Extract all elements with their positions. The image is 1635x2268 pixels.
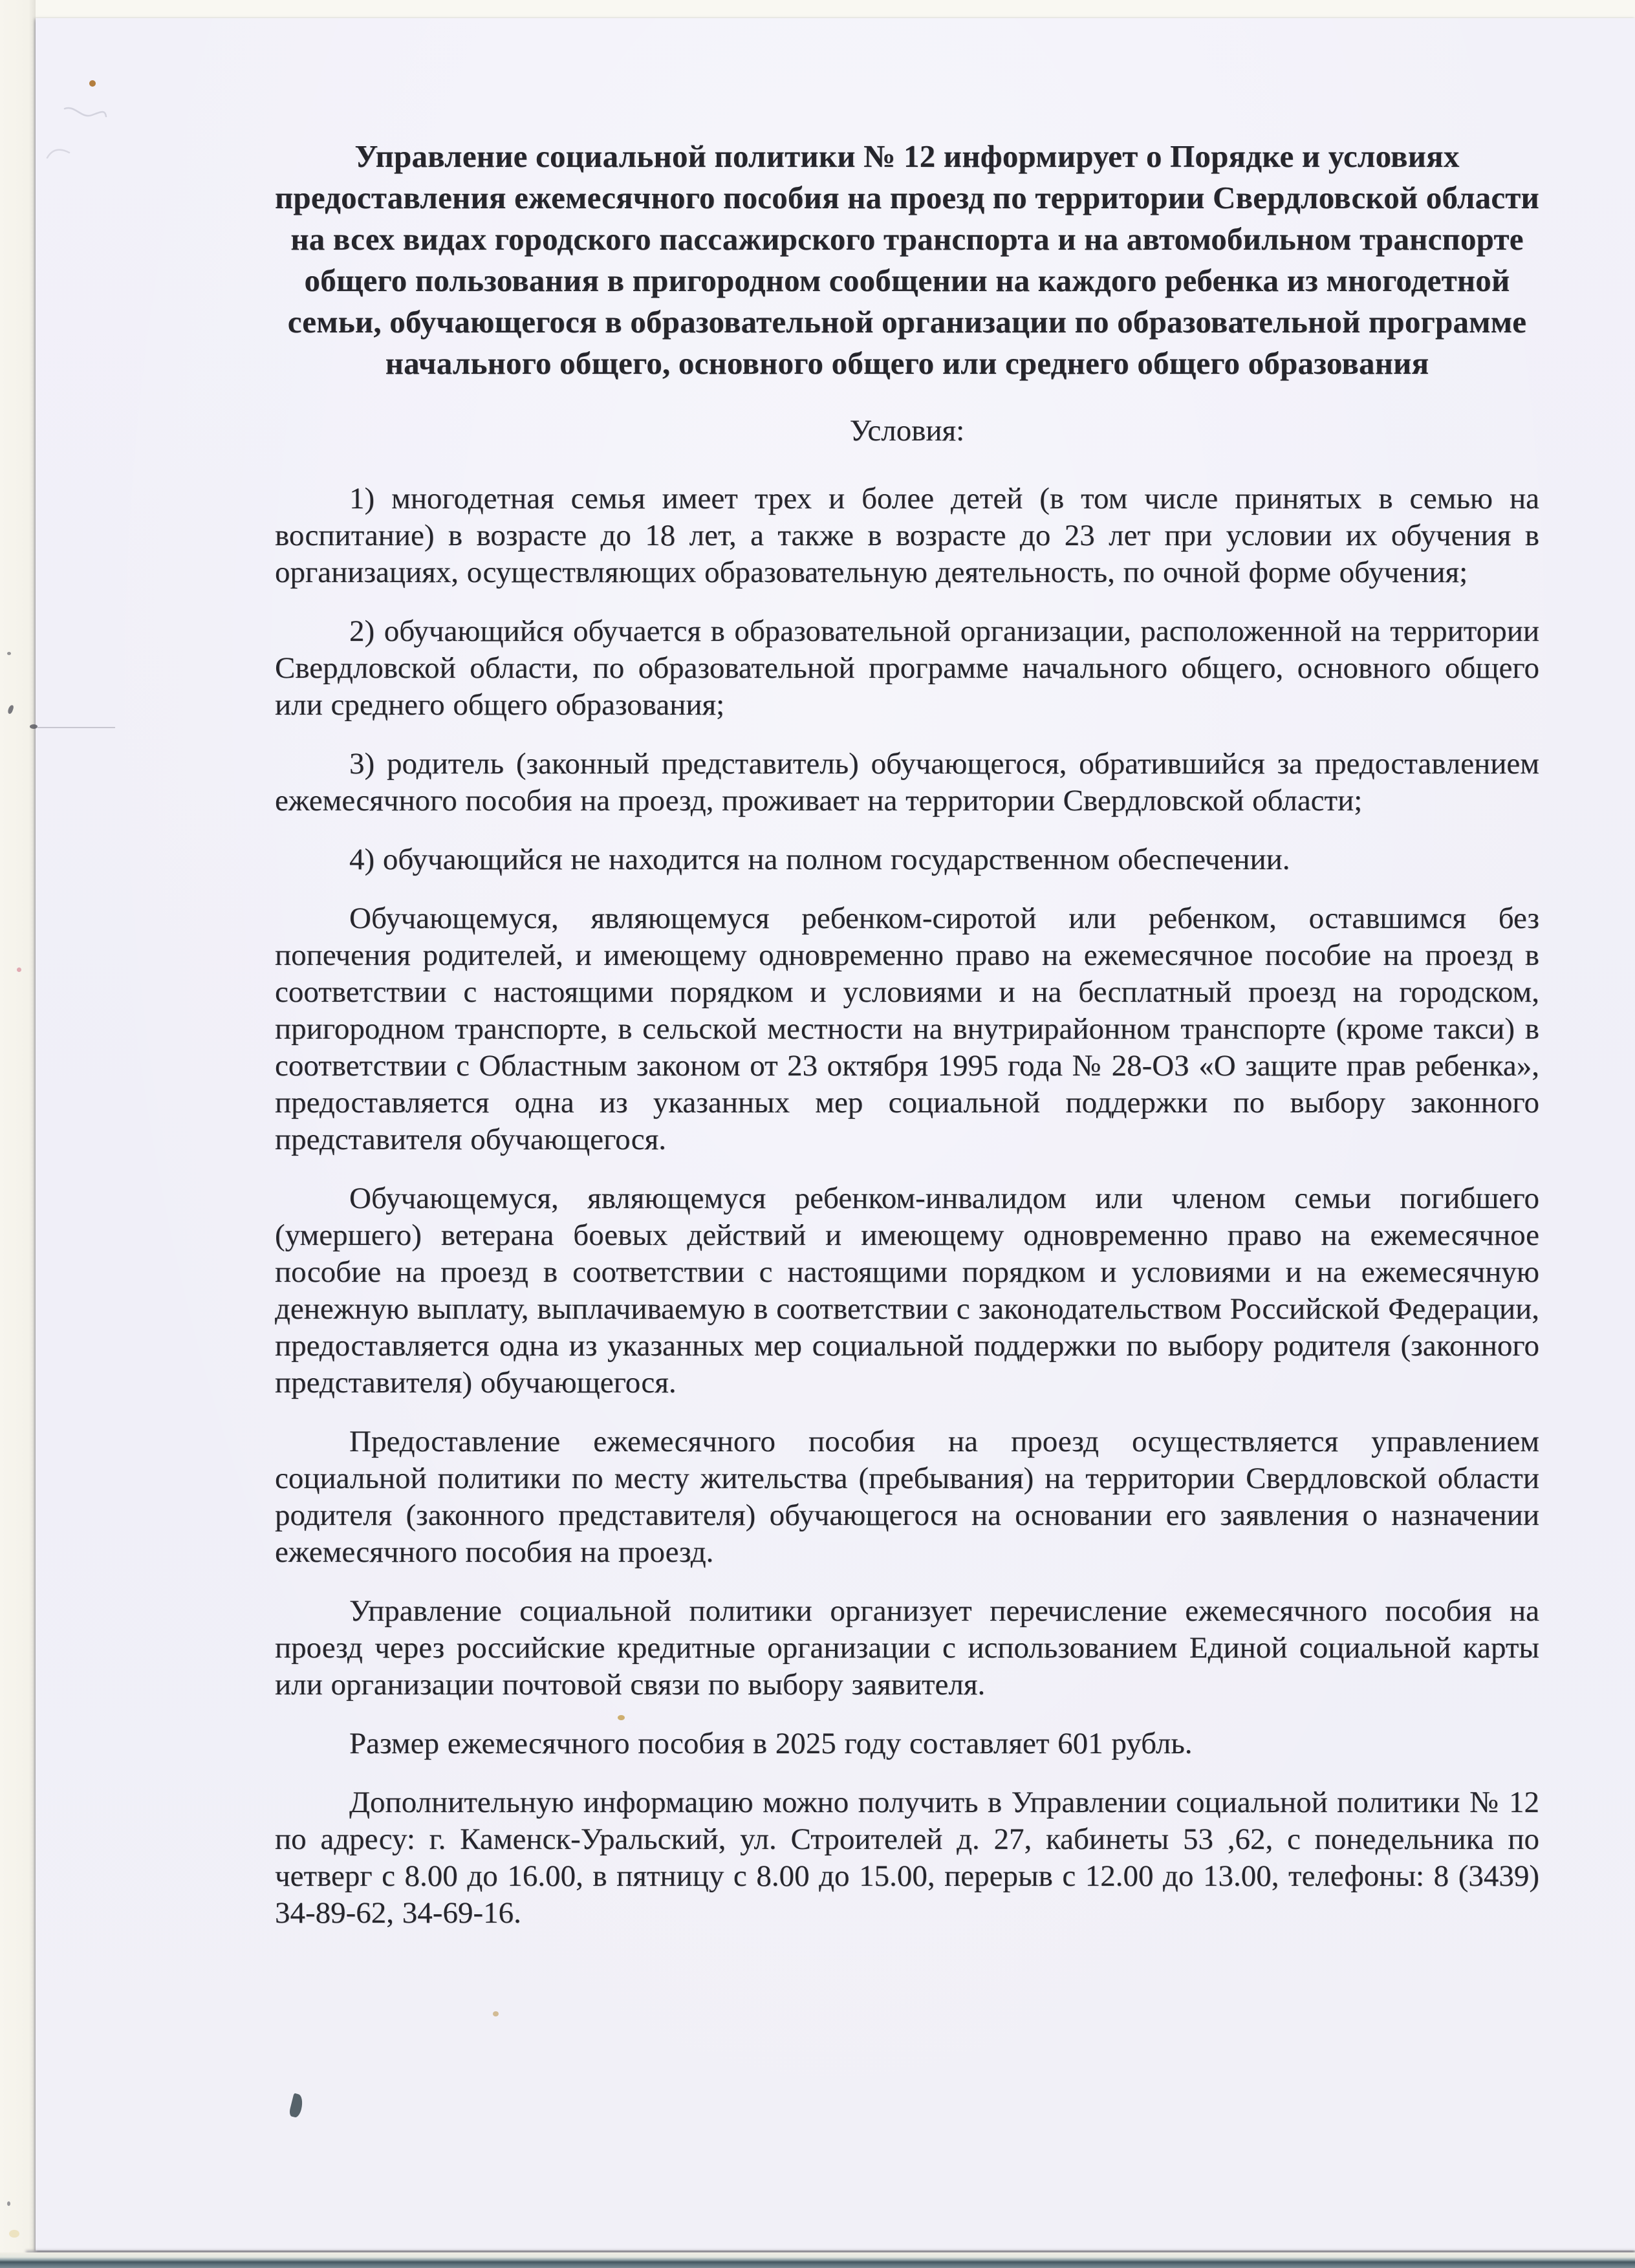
- paragraph-benefit-amount: Размер ежемесячного пособия в 2025 году составляет 601 рубль.: [349, 1727, 1193, 1760]
- paragraph-condition-4: 4) обучающийся не находится на полном государственном обеспечении.: [349, 843, 1290, 876]
- paragraph-condition-3: 3) родитель (законный представитель) обучающегося, обратившийся за предоставлением ежемесячного пособия на проезд, проживает на территории Свердловской области;: [275, 747, 1539, 817]
- scanner-bed-left: [0, 0, 36, 2268]
- paragraph-disabled-veteran-choice: Обучающемуся, являющемуся ребенком-инвалидом или членом семьи погибшего (умершего) ветерана боевых действий и имеющему одновременно право на ежемесячное пособие на проезд в соответствии с настоящими порядком и условиями и на ежемесячную денежную выплату, выплачиваемую в соответствии с законодательством Российской Федерации, предоставляется одна из указанных мер социальной поддержки по выбору родителя (законного представителя) обучающегося.: [275, 1182, 1539, 1399]
- paragraph-payment-transfer: Управление социальной политики организует перечисление ежемесячного пособия на проезд через российские кредитные организации с использованием Единой социальной карты или организации почтовой связи по выбору заявителя.: [275, 1594, 1539, 1701]
- paragraph-provision-procedure: Предоставление ежемесячного пособия на проезд осуществляется управлением социальной политики по месту жительства (пребывания) на территории Свердловской области родителя (законного представителя) обучающегося на основании его заявления о назначении ежемесячного пособия на проезд.: [275, 1425, 1539, 1569]
- document-content: [275, 136, 1539, 1954]
- scanner-bed-top: [0, 0, 1635, 19]
- paragraph-condition-1: 1) многодетная семья имеет трех и более детей (в том числе принятых в семью на воспитание) в возрасте до 18 лет, а также в возрасте до 23 лет при условии их обучения в организациях, осуществляющих образовательную деятельность, по очной форме обучения;: [275, 482, 1539, 589]
- conditions-heading: Условия:: [849, 414, 965, 448]
- document-page: [36, 18, 1635, 2251]
- paragraph-orphan-choice: Обучающемуся, являющемуся ребенком-сиротой или ребенком, оставшимся без попечения родителей, и имеющему одновременно право на ежемесячное пособие на проезд в соответствии с настоящими порядком и условиями и на бесплатный проезд на городском, пригородном транспорте, в сельской местности на внутрирайонном транспорте (кроме такси) в соответствии с Областным законом от 23 октября 1995 года № 28-ОЗ «О защите прав ребенка», предоставляется одна из указанных мер социальной поддержки по выбору законного представителя обучающегося.: [275, 902, 1539, 1156]
- paragraph-contact-info: Дополнительную информацию можно получить в Управлении социальной политики № 12 по адресу: г. Каменск-Уральский, ул. Строителей д. 27, кабинеты 53 ,62, с понедельника по четверг с 8.00 до 16.00, в пятницу с 8.00 до 15.00, перерыв с 12.00 до 13.00, телефоны: 8 (3439) 34-89-62, 34-69-16.: [275, 1786, 1539, 1930]
- document-title: Управление социальной политики № 12 информирует о Порядке и условиях предоставления ежемесячного пособия на проезд по территории Свердловской области на всех видах городского пассажирского транспорта и на автомобильном транспорте общего пользования в пригородном сообщении на каждого ребенка из многодетной семьи, обучающегося в образовательной организации по образовательной программе начального общего, основного общего или среднего общего образования: [275, 138, 1539, 381]
- paragraph-condition-2: 2) обучающийся обучается в образовательной организации, расположенной на территории Свердловской области, по образовательной программе начального общего, основного общего или среднего общего образования;: [275, 614, 1539, 722]
- scanner-bed-bottom: [0, 2252, 1635, 2268]
